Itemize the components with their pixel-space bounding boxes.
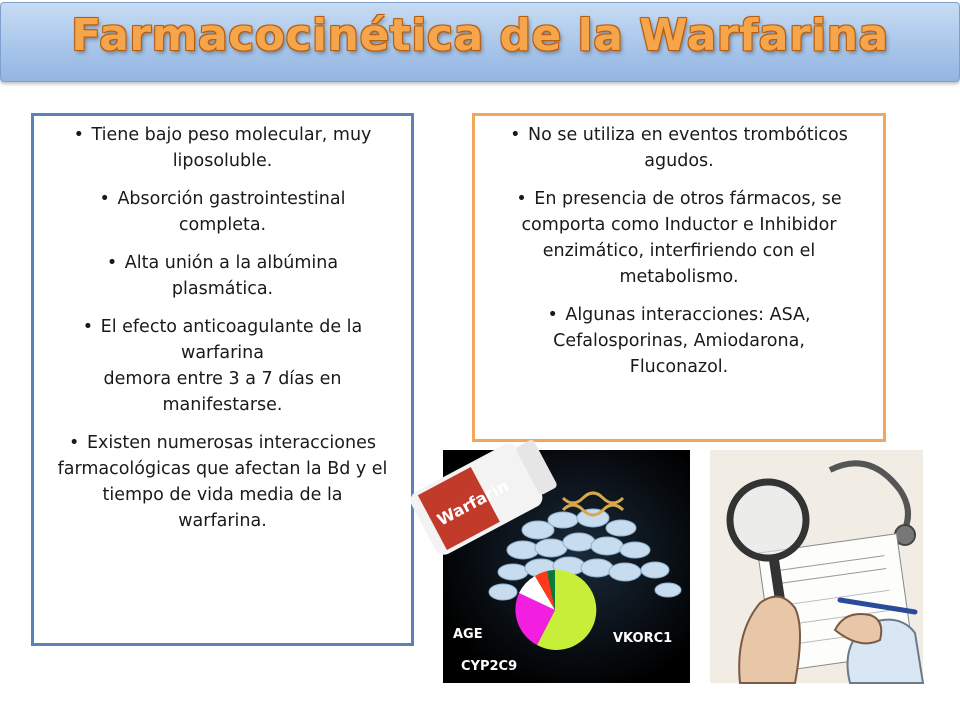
bullet-line: Existen numerosas interacciones: [86, 433, 376, 453]
bullet-line: enzimático, interfiriendo con el: [542, 241, 816, 261]
bullet-line: warfarina: [181, 343, 264, 363]
bullet-line: liposoluble.: [172, 151, 273, 171]
left-bullet-4: [38, 314, 407, 418]
label-vkorc1: VKORC1: [613, 631, 673, 646]
bullet-line: Cefalosporinas, Amiodarona,: [553, 331, 805, 351]
left-bullet-5: [38, 430, 407, 534]
bullet-line: Absorción gastrointestinal: [117, 189, 346, 209]
bullet-line: El efecto anticoagulante de la: [100, 317, 363, 337]
page-title: Farmacocinética de la Warfarina: [71, 10, 889, 61]
bullet-line: farmacológicas que afectan la Bd y el: [57, 459, 388, 479]
pills-illustration: [433, 450, 690, 683]
bullet-line: En presencia de otros fármacos, se: [534, 189, 842, 209]
bottle-label: Warfarin: [433, 475, 512, 530]
bullet-line: metabolismo.: [619, 267, 739, 287]
label-age: AGE: [453, 627, 483, 642]
left-bullet-2: [38, 186, 407, 238]
bullet-line: Fluconazol.: [629, 357, 729, 377]
right-bullet-3: [485, 302, 873, 380]
bullet-line: agudos.: [644, 151, 714, 171]
pie-graphic: [515, 570, 596, 650]
bullet-line: Tiene bajo peso molecular, muy: [91, 125, 372, 145]
left-bullet-1: [38, 122, 407, 174]
right-bullet-1: [485, 122, 873, 174]
right-text-box: [472, 113, 886, 442]
left-bullet-3: [38, 250, 407, 302]
bullet-line: plasmática.: [171, 279, 274, 299]
bullet-line: No se utiliza en eventos trombóticos: [528, 125, 848, 145]
bullet-line: demora entre 3 a 7 días en: [103, 369, 342, 389]
left-text-box: [31, 113, 414, 646]
warfarin-pills-image: [433, 450, 690, 683]
bullet-line: tiempo de vida media de la: [102, 485, 343, 505]
left-bullet-list: [34, 116, 411, 534]
right-bullet-2: [485, 186, 873, 290]
right-bullet-list: [475, 116, 883, 380]
bullet-line: manifestarse.: [162, 395, 283, 415]
doctor-illustration: [710, 450, 923, 683]
bullet-line: Algunas interacciones: ASA,: [565, 305, 811, 325]
label-cyp2c9: CYP2C9: [461, 659, 518, 674]
bullet-line: comporta como Inductor e Inhibidor: [521, 215, 837, 235]
doctor-prescription-image: [710, 450, 923, 683]
bullet-line: completa.: [178, 215, 267, 235]
bullet-line: warfarina.: [178, 511, 267, 531]
bullet-line: Alta unión a la albúmina: [124, 253, 339, 273]
